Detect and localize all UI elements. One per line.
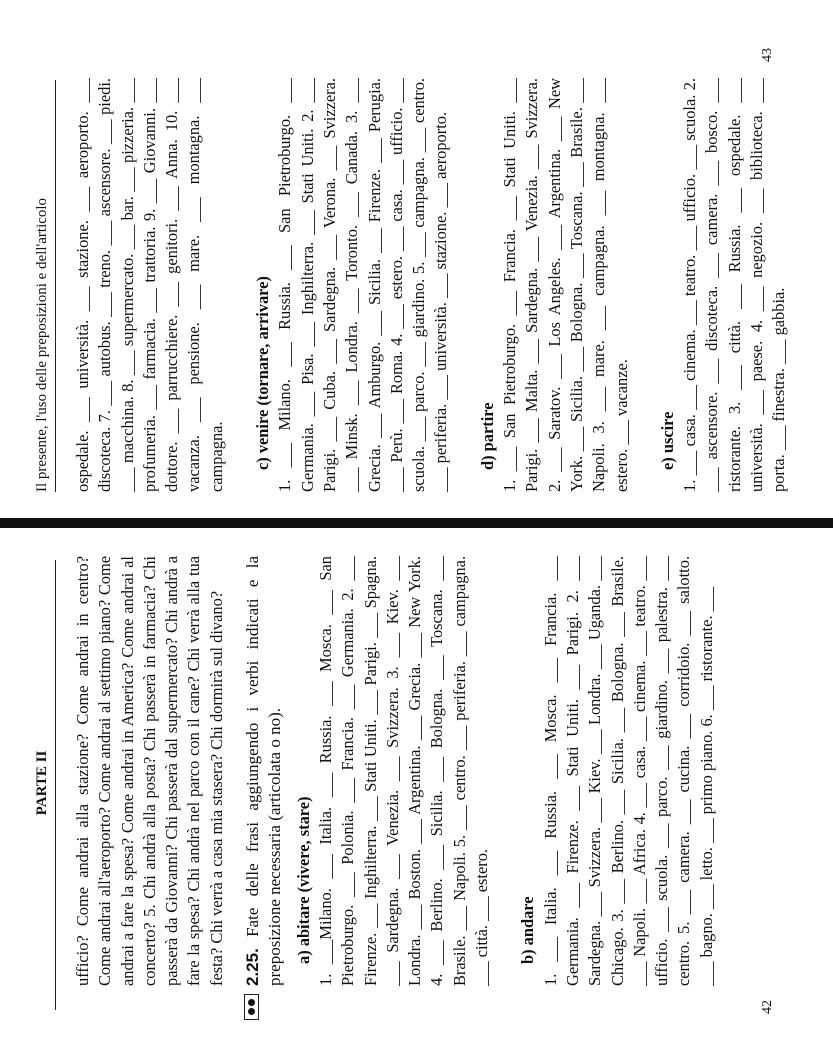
section-venire: [252, 78, 274, 492]
header-rule: [55, 80, 56, 492]
section-text: 1. ___ Milano. ___ Russia. ___ San Pietroburgo. ___ Germania. ___ Pisa. ___ Inghilterra. ___ Stati Uniti. 2. ___ Parigi. ___ Cuba. ___ Sardegna. ___ Verona. ___ Svizzera. ___ Minsk. ___ Londra. ___ Toronto. ___ Canada. 3. ___ Grecia. ___ Amburgo. ___ Sicilia. ___ Firenze. ___ Perugia. ___ Perù. ___ Roma. 4. ___ estero. ___ casa. ___ ufficio. ___ scuola. ___ parco. ___ giardino. 5. ___ campagna. ___ centro. ___ periferia. ___ università. ___ stazione. ___ aeroporto.: [275, 78, 451, 492]
page-header: Il presente, l'uso delle preposizioni e dell'articolo: [34, 197, 50, 492]
page-body: [72, 556, 718, 986]
section-text: 1. ___ San Pietroburgo. ___ Francia. ___ Stati Uniti. ___ Parigi. ___ Malta. ___ Sardegna. ___ Venezia. ___ Svizzera. 2. ___ Saratov. ___ Los Angeles. ___ Argentina. ___ New York. ___ Sicilia. ___ Bologna. ___ Toscana. ___ Brasile. ___ Napoli. 3. ___ mare. ___ campagna. ___ montagna. ___ estero. ___ vacanze.: [500, 78, 631, 492]
section-title: e) uscire: [657, 411, 677, 470]
continuation-text: ospedale. ___ università. ___ stazione. ___ aeroporto. ___ discoteca. 7. ___ autobus. ___ treno. ___ ascensore. ___ piedi. ___ macchina. 8. ___ supermercato. ___ bar. ___ pizzeria. ___ profumeria. ___ farmacia. ___ trattoria. 9. ___ Giovanni. ___ dottore. ___ parrucchiere. ___ genitori. ___ Anna. 10. ___ vacanza. ___ pensione. ___ mare. ___ montagna. ___ campagna.: [73, 78, 226, 492]
section-partire: [477, 78, 499, 492]
exercise-heading: [242, 556, 287, 986]
header-rule: [55, 560, 56, 1010]
page-left: [0, 522, 833, 1044]
section-text: 1. ___ casa. ___ cinema. ___ teatro. ___ ufficio. ___ scuola. 2. ___ ascensore. ___ discoteca. ___ camera. ___ bosco. ___ ristorante. 3. ___ città. ___ Russia. ___ ospedale. ___ università. ___ paese. 4. ___ negozio. ___ biblioteca. ___ porta. ___ finestra. ___ gabbia.: [680, 78, 789, 492]
page-number: 43: [760, 48, 775, 62]
section-title: c) venire (tornare, arrivare): [253, 276, 273, 470]
section-andare: [517, 556, 539, 986]
section-text: 1. ___Milano. ___ Italia. ___ Russia. ___ Mosca. ___ San Pietroburgo. ___ Polonia. ___ Francia. ___ Germania. 2. ___ Firenze. ___ Inghilterra. ___ Stati Uniti. ___ Parigi. ___ Spagna. ___ Sardegna. ___ Venezia. ___ Svizzera. 3. ___ Kiev. ___ Londra. ___ Boston. ___ Argentina. ___ Grecia. ___ New York. 4. ___ Berlino. ___ Sicilia. ___ Bologna. ___ Toscana. ___ Brasile. ___ Napoli. 5. ___ centro. ___ periferia. ___ campagna. ___ città. ___ estero.: [315, 556, 492, 986]
page-header: PARTE II: [34, 750, 50, 816]
audio-cd-icon: [244, 994, 259, 1020]
exercise-instruction: Fate delle frasi aggiungendo i verbi indicati e la preposizione necessaria (articolata o no).: [243, 555, 285, 986]
section-title: a) abitare (vivere, stare): [293, 796, 313, 964]
page-number: 42: [760, 1000, 775, 1014]
intro-paragraph: ufficio? Come andrai alla stazione? Come andrai in centro? Come andrai all'aeroporto? Come andrai al settimo piano? Come andrai a fare la spesa? Come andrai in America? Come andrai al concerto? 5. Chi andrà alla posta? Chi passerà in farmacia? Chi passerà da Giovanni? Chi passerà dal supermercato? Chi andrà a fare la spesa? Chi andrà nel parco con il cane? Chi verrà alla tua festa? Chi verrà a casa mia stasera? Chi dormirà sul divano?: [73, 556, 226, 986]
section-title: d) partire: [477, 402, 497, 470]
section-title: b) andare: [518, 896, 538, 964]
exercise-number: 2.25.: [243, 948, 263, 986]
section-text: 1. ___ Italia. ___ Russia. ___ Mosca. ___ Francia. ___ Germania. ___ Firenze. ___ Stati Uniti. ___ Parigi. 2. ___ Sardegna. ___ Svizzera. ___ Kiev. ___ Londra. ___ Uganda. ___ Chicago. 3. ___ Berlino. ___ Sicilia. ___ Bologna. ___ Brasile. ___ Napoli. ___ Africa. 4. ___ casa. ___ cinema. ___ teatro. ___ ufficio. ___ scuola. ___ parco. ___ giardino. ___ palestra. ___ centro. 5. ___ camera. ___ cucina. ___ corridoio. ___ salotto. ___ bagno. ___ letto. ___ primo piano. 6. ___ ristorante. ___: [540, 556, 716, 986]
section-abitare: [293, 556, 315, 986]
section-uscire: [657, 78, 679, 492]
page-body: [72, 78, 791, 492]
